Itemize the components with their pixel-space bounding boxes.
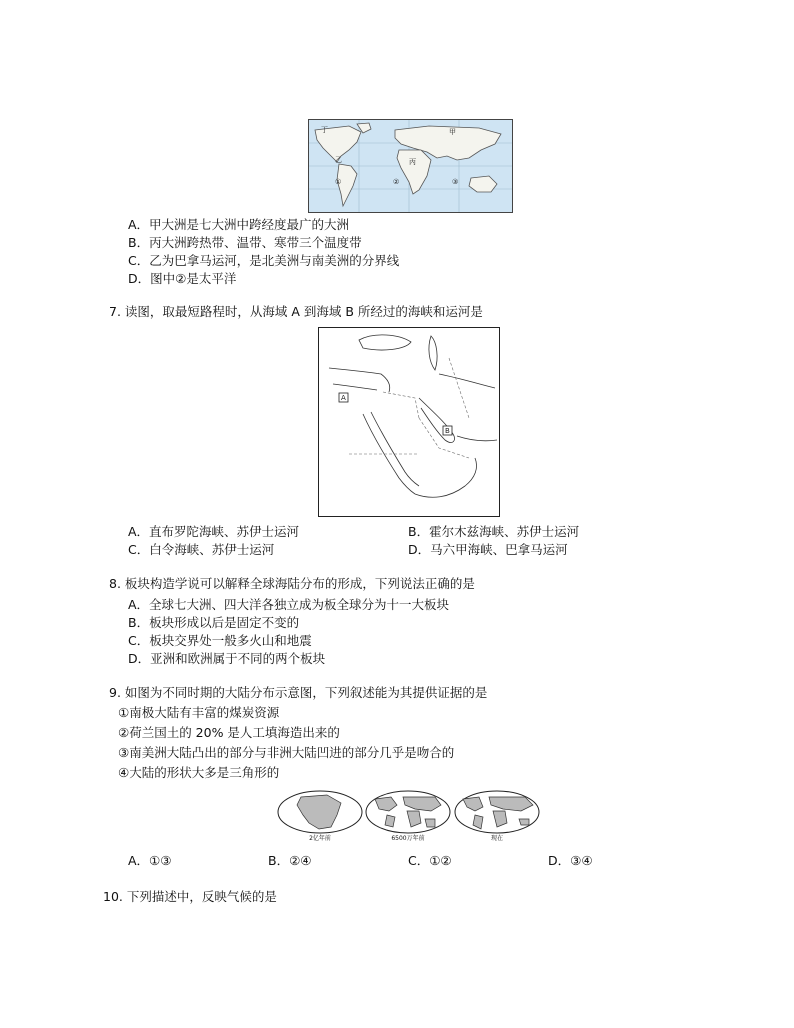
q9-option-c: C．①② (408, 853, 452, 868)
drift-caption-1: 2亿年前 (309, 835, 331, 842)
q6-option-a: A．甲大洲是七大洲中跨经度最广的大洲 (128, 217, 350, 232)
q9-stem: 9. 如图为不同时期的大陆分布示意图，下列叙述能为其提供证据的是 (109, 685, 488, 700)
map-label-jia: 甲 (449, 128, 456, 136)
map-label-sea-a: A (341, 394, 346, 402)
q9-item-1: ①南极大陆有丰富的煤炭资源 (118, 705, 280, 720)
drift-caption-2: 6500万年前 (391, 835, 425, 842)
q9-option-d: D．③④ (548, 853, 593, 868)
map-label-bing: 丙 (409, 158, 416, 166)
q8-option-d: D．亚洲和欧洲属于不同的两个板块 (128, 651, 326, 666)
drift-caption-3: 现在 (490, 835, 503, 842)
world-map-figure (308, 119, 513, 213)
q6-option-b: B．丙大洲跨热带、温带、寒带三个温度带 (128, 235, 362, 250)
map-label-ocean-2: ② (393, 178, 400, 186)
q8-option-b: B．板块形成以后是固定不变的 (128, 615, 300, 630)
q8-option-a: A．全球七大洲、四大洋各独立成为板全球分为十一大板块 (128, 597, 450, 612)
q9-option-b: B．②④ (268, 853, 312, 868)
q7-stem: 7. 读图，取最短路程时，从海域 A 到海域 B 所经过的海峡和运河是 (109, 304, 483, 319)
map-label-ocean-3: ③ (452, 178, 459, 186)
q9-option-a: A．①③ (128, 853, 172, 868)
q8-option-c: C．板块交界处一般多火山和地震 (128, 633, 312, 648)
map-label-yi: 乙 (335, 156, 342, 164)
map-label-sea-b: B (445, 427, 450, 435)
middle-east-map-figure (318, 327, 500, 517)
q7-option-b: B．霍尔木兹海峡、苏伊士运河 (408, 524, 580, 539)
q7-option-c: C．白令海峡、苏伊士运河 (128, 542, 275, 557)
q9-item-2: ②荷兰国土的 20% 是人工填海造出来的 (118, 725, 340, 740)
map-label-ding: 丁 (321, 126, 328, 134)
q6-option-c: C．乙为巴拿马运河，是北美洲与南美洲的分界线 (128, 253, 400, 268)
q9-item-4: ④大陆的形状大多是三角形的 (118, 765, 280, 780)
continental-drift-figure (275, 789, 543, 845)
q7-option-d: D．马六甲海峡、巴拿马运河 (408, 542, 568, 557)
q8-stem: 8. 板块构造学说可以解释全球海陆分布的形成，下列说法正确的是 (109, 576, 475, 591)
map-label-ocean-1: ① (335, 178, 342, 186)
q7-option-a: A．直布罗陀海峡、苏伊士运河 (128, 524, 300, 539)
q6-option-d: D．图中②是太平洋 (128, 271, 237, 286)
q10-stem: 10. 下列描述中，反映气候的是 (103, 889, 277, 904)
q9-item-3: ③南美洲大陆凸出的部分与非洲大陆凹进的部分几乎是吻合的 (118, 745, 455, 760)
